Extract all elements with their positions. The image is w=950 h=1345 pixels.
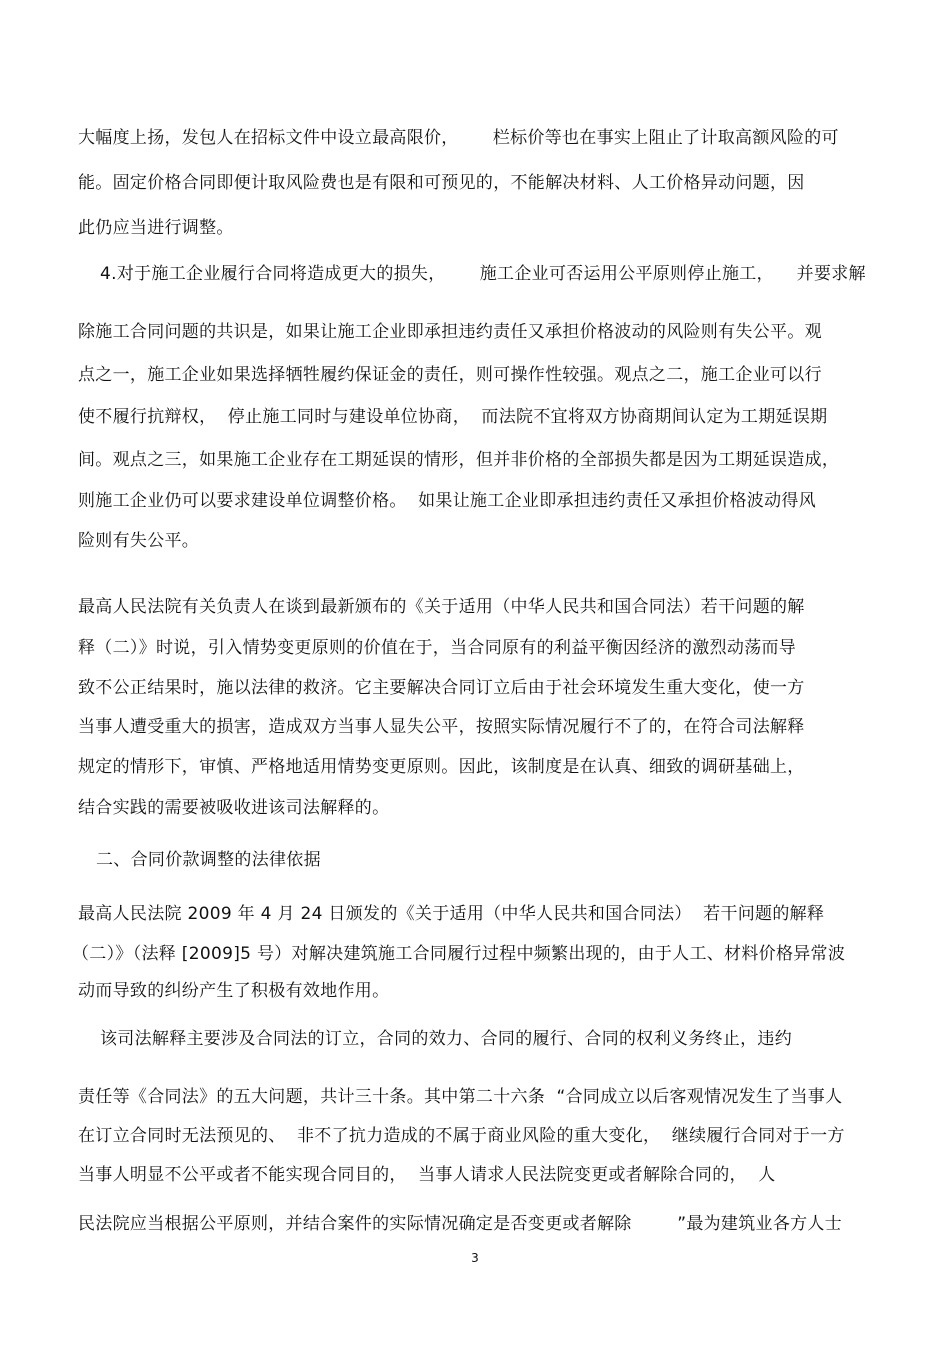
section-heading: 二、合同价款调整的法律依据 <box>96 850 321 870</box>
text-line: 在订立合同时无法预见的、 非不了抗力造成的不属于商业风险的重大变化， 继续履行合同对于一方 <box>78 1126 845 1146</box>
text-line: 间。观点之三，如果施工企业存在工期延误的情形，但并非价格的全部损失都是因为工期延误造成， <box>78 450 840 470</box>
text-line: 结合实践的需要被吸收进该司法解释的。 <box>78 798 390 818</box>
text-line: 除施工合同问题的共识是，如果让施工企业即承担违约责任又承担价格波动的风险则有失公平。观 <box>78 322 822 342</box>
text-line: 责任等《合同法》的五大问题，共计三十条。其中第二十六条 “合同成立以后客观情况发生了当事人 <box>78 1087 843 1107</box>
text-line: 点之一，施工企业如果选择牺牲履约保证金的责任，则可操作性较强。观点之二，施工企业可以行 <box>78 365 822 385</box>
text-line: 当事人遭受重大的损害，造成双方当事人显失公平，按照实际情况履行不了的，在符合司法解释 <box>78 717 805 737</box>
text-line: 使不履行抗辩权， 停止施工同时与建设单位协商， 而法院不宜将双方协商期间认定为工期延误期 <box>78 407 828 427</box>
text-line: 4.对于施工企业履行合同将造成更大的损失， 施工企业可否运用公平原则停止施工， 并要求解 <box>100 264 866 284</box>
text-line: （二）》（法释 [2009]5 号）对解决建筑施工合同履行过程中频繁出现的，由于人工、材料价格异常波 <box>72 944 846 964</box>
text-line: 当事人明显不公平或者不能实现合同目的， 当事人请求人民法院变更或者解除合同的， 人 <box>78 1165 776 1185</box>
page-number: 3 <box>471 1251 479 1265</box>
text-line: 该司法解释主要涉及合同法的订立，合同的效力、合同的履行、合同的权利义务终止，违约 <box>100 1029 792 1049</box>
text-line: 致不公正结果时，施以法律的救济。它主要解决合同订立后由于社会环境发生重大变化，使一方 <box>78 678 805 698</box>
text-line: 最高人民法院 2009 年 4 月 24 日颁发的《关于适用（中华人民共和国合同法） 若干问题的解释 <box>78 904 825 924</box>
text-line: 民法院应当根据公平原则，并结合案件的实际情况确定是否变更或者解除 ”最为建筑业各方人士 <box>78 1214 843 1234</box>
text-line: 最高人民法院有关负责人在谈到最新颁布的《关于适用（中华人民共和国合同法）若干问题的解 <box>78 597 805 617</box>
text-line: 则施工企业仍可以要求建设单位调整价格。 如果让施工企业即承担违约责任又承担价格波动得风 <box>78 491 817 511</box>
text-line: 此仍应当进行调整。 <box>78 218 234 238</box>
text-line: 大幅度上扬，发包人在招标文件中设立最高限价， 栏标价等也在事实上阻止了计取高额风险的可 <box>78 128 839 148</box>
text-line: 能。固定价格合同即便计取风险费也是有限和可预见的，不能解决材料、人工价格异动问题，因 <box>78 173 805 193</box>
text-line: 动而导致的纠纷产生了积极有效地作用。 <box>78 981 390 1001</box>
text-line: 险则有失公平。 <box>78 531 200 551</box>
text-line: 规定的情形下，审慎、严格地适用情势变更原则。因此，该制度是在认真、细致的调研基础上， <box>78 757 805 777</box>
text-line: 释（二）》时说，引入情势变更原则的价值在于，当合同原有的利益平衡因经济的激烈动荡而导 <box>78 638 797 658</box>
